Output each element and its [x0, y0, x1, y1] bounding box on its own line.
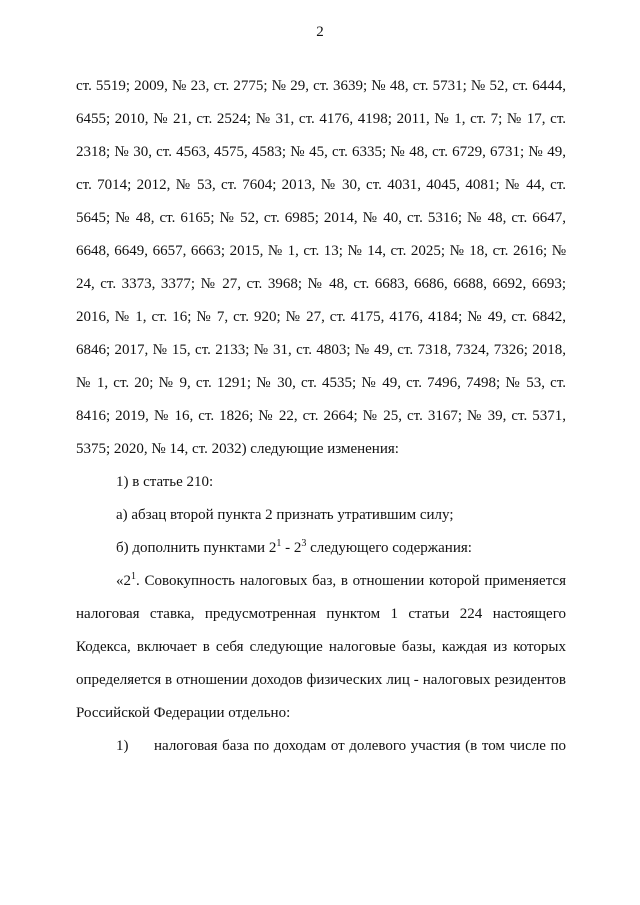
item-b-text-1: б) дополнить пунктами 2 — [116, 540, 277, 556]
point-2-1-text: . Совокупность налоговых баз, в отношении которой применяется налоговая ставка, предусмотренная пунктом 1 статьи 224 настоящего Кодекса, включает в себя следующие налоговые базы, каждая из которых определяется в отношении доходов физических лиц - налоговых резидентов Российской Федерации отдельно: — [76, 573, 566, 721]
paragraph-item-a: а) абзац второй пункта 2 признать утратившим силу; — [116, 507, 454, 523]
paragraph-article-210: 1) в статье 210: — [116, 474, 214, 490]
item-b-text-3: следующего содержания: — [306, 540, 472, 556]
point-2-1-superscript: 1 — [131, 571, 136, 582]
paragraph-point-2-1 — [76, 565, 566, 730]
paragraph-item-b — [76, 532, 566, 565]
paragraph-citations: ст. 5519; 2009, № 23, ст. 2775; № 29, ст. 3639; № 48, ст. 5731; № 52, ст. 6444, 6455; 2010, № 21, ст. 2524; № 31, ст. 4176, 4198; 2011, № 1, ст. 7; № 17, ст. 2318; № 30, ст. 4563, 4575, 4583; № 45, ст. 6335; № 48, ст. 6729, 6731; № 49, ст. 7014; 2012, № 53, ст. 7604; 2013, № 30, ст. 4031, 4045, 4081; № 44, ст. 5645; № 48, ст. 6165; № 52, ст. 6985; 2014, № 40, ст. 5316; № 48, ст. 6647, 6648, 6649, 6657, 6663; 2015, № 1, ст. 13; № 14, ст. 2025; № 18, ст. 2616; № 24, ст. 3373, 3377; № 27, ст. 3968; № 48, ст. 6683, 6686, 6688, 6692, 6693; 2016, № 1, ст. 16; № 7, ст. 920; № 27, ст. 4175, 4176, 4184; № 49, ст. 6842, 6846; 2017, № 15, ст. 2133; № 31, ст. 4803; № 49, ст. 7318, 7324, 7326; 2018, № 1, ст. 20; № 9, ст. 1291; № 30, ст. 4535; № 49, ст. 7496, 7498; № 53, ст. 8416; 2019, № 16, ст. 1826; № 22, ст. 2664; № 25, ст. 3167; № 39, ст. 5371, 5375; 2020, № 14, ст. 2032) следующие изменения: — [76, 78, 566, 457]
item-b-superscript-1: 1 — [276, 538, 282, 549]
page-number: 2 — [316, 24, 324, 40]
item-b-text-2: - 2 — [281, 540, 302, 556]
document-body — [76, 70, 566, 763]
list-item-text: налоговая база по доходам от долевого участия (в том числе по — [154, 738, 566, 754]
item-b-superscript-2: 3 — [301, 538, 307, 549]
point-2-1-prefix: «2 — [116, 573, 131, 589]
list-item-number: 1) — [116, 738, 129, 754]
list-item-1 — [76, 730, 566, 763]
